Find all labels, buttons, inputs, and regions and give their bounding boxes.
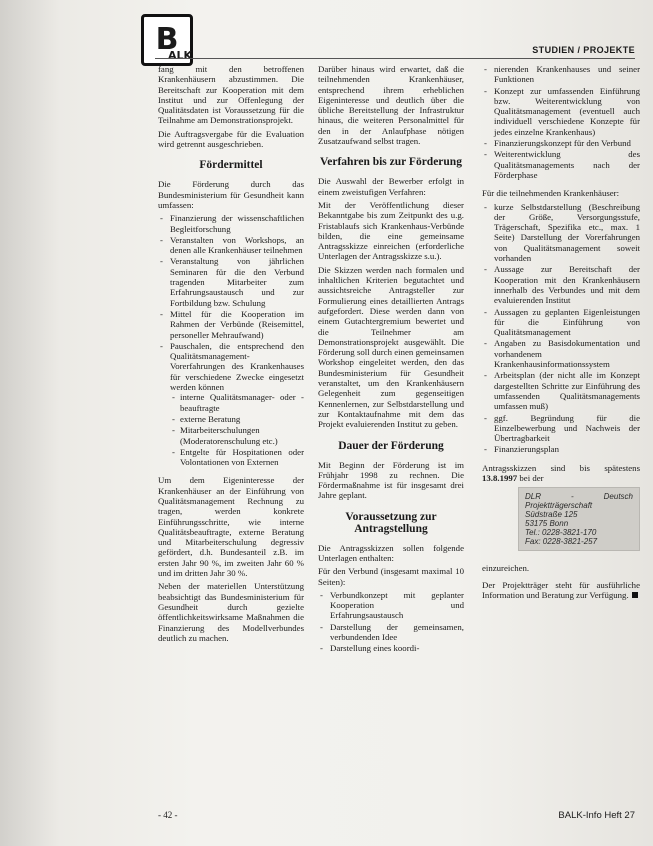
- col1-evaluation-note: Die Auftragsvergabe für die Evaluation wird getrennt ausgeschrieben.: [158, 128, 304, 150]
- col3-hospitals-intro: Für die teilnehmenden Krankenhäuser:: [482, 188, 620, 199]
- heading-dauer: Dauer der Förderung: [338, 439, 444, 452]
- deadline-date: 13.8.1997: [482, 472, 518, 483]
- column-3: [482, 64, 640, 603]
- verbund-item: - nierenden Krankenhauses und seiner Funktionen: [482, 64, 640, 85]
- funding-subitem: - Mitarbeiterschulungen (Moderatorenschulung etc.): [170, 425, 304, 446]
- funding-item-text: Pauschalen, die entsprechend den Qualitätsmanagement-Vorerfahrungen des Krankenhauses für verschiedene Zwecke eingesetzt werden können: [170, 340, 304, 393]
- logo-sub: ALK: [167, 49, 192, 62]
- col1-funding-intro: Die Förderung durch das Bundesministerium für Gesundheit kann umfassen:: [158, 179, 304, 210]
- verbund-item: - Verbundkonzept mit geplanter Kooperation und Erfahrungsaustausch: [318, 590, 464, 621]
- verbund-item: - Darstellung der gemeinsamen, verbundenden Idee: [318, 622, 464, 643]
- heading-foerdermittel: Fördermittel: [199, 159, 263, 172]
- col2-selection: Die Auswahl der Bewerber erfolgt in einem zweistufigen Verfahren:: [318, 176, 464, 197]
- contact-text: Der Projektträger steht für ausführliche Information und Beratung zur Verfügung.: [482, 579, 640, 600]
- col1-intro: fang mit den betroffenen Krankenhäusern abzustimmen. Die Bereitschaft zur Kooperation mit dem Institut und zur Offenlegung der Qualitätsdaten ist Voraussetzung für die Teilnahme am Demonstrationsprojekt.: [158, 64, 304, 126]
- col3-contact: [482, 580, 640, 601]
- col2-publication: Mit der Veröffentlichung dieser Bekanntgabe bis zum Zeitpunkt des u.g. Fristablaufs sich Krankenhaus-Verbünde bilden, die eine gemeinsame Antragsskizze einreichen (erforderliche Unterlagen der Antragsskizze s.u.).: [318, 199, 464, 262]
- col2-verbund: Für den Verbund (insgesamt maximal 10 Seiten):: [318, 566, 464, 587]
- hospital-item: - Aussagen zu geplanten Eigenleistungen für die Einführung von Qualitätsmanagement: [482, 307, 640, 338]
- deadline-suffix: bei der: [519, 472, 544, 483]
- funding-list: [158, 213, 304, 467]
- hospital-item: - Arbeitsplan (der nicht alle im Konzept dargestellten Schritte zur Einführung des umfassenden Qualitätsmanagements umfassen muß): [482, 370, 640, 411]
- heading-voraussetzung: Voraussetzung zur Antragstellung: [345, 510, 437, 535]
- hospital-item: - Aussage zur Bereitschaft der Kooperation mit den Krankenhäusern innerhalb des Verbundes und mit dem evaluierenden Institut: [482, 264, 640, 305]
- hospital-item: - Finanzierungsplan: [482, 444, 640, 454]
- binding-shadow: [0, 0, 60, 846]
- verbund-item: - Weiterentwicklung des Qualitätsmanagements nach der Förderphase: [482, 149, 640, 180]
- address-box: [518, 487, 640, 551]
- col3-deadline-text: [482, 463, 640, 484]
- funding-item: - Veranstaltung von jährlichen Seminaren für die den Verbund tragenden Mitarbeiter zum Erfahrungsaustausch und zur Fortbildung bzw. Schulung: [158, 256, 304, 307]
- col1-support: Neben der materiellen Unterstützung beabsichtigt das Bundesministerium für Gesundheit durch gezielte öffentlichkeitswirksame Maßnahmen die Finanzierung des Modellverbundes deutlich zu machen.: [158, 581, 304, 643]
- col2-duration: Mit Beginn der Förderung ist im Frühjahr 1998 zu rechnen. Die Fördermaßnahme ist für insgesamt drei Jahre geplant.: [318, 459, 464, 501]
- hospital-item: - kurze Selbstdarstellung (Beschreibung der Größe, Versorgungsstufe, Trägerschaft, Spezifika etc., max. 1 Seite) Darstellung der Vorerfahrungen von Qualitätsmanagement soweit vorhanden: [482, 202, 640, 264]
- hospital-list: [482, 202, 640, 455]
- col3-submit: einzureichen.: [482, 563, 530, 574]
- col2-documents: Die Antragsskizzen sollen folgende Unterlagen enthalten:: [318, 542, 464, 563]
- address-line: Fax: 0228-3821-257: [525, 537, 598, 547]
- funding-subitem: - externe Beratung: [170, 414, 304, 424]
- funding-item: - Mittel für die Kooperation im Rahmen der Verbünde (Reisemittel, personeller Mehraufwand): [158, 309, 304, 340]
- verbund-list-continued: [482, 64, 640, 180]
- column-2: [318, 64, 464, 657]
- verbund-item: - Konzept zur umfassenden Einführung bzw. Weiterentwicklung von Qualitätsmanagement (eventuell auch individuell verschiedene Konzepte für jedes einzelne Krankenhaus): [482, 86, 640, 137]
- funding-sublist: [170, 392, 304, 467]
- end-mark: [632, 592, 638, 598]
- address-line: Tel.: 0228-3821-170: [525, 528, 597, 538]
- verbund-item: - Finanzierungskonzept für den Verbund: [482, 138, 640, 148]
- verbund-list: [318, 590, 464, 654]
- funding-item: [158, 341, 304, 468]
- logo-letter: B: [155, 22, 179, 57]
- funding-item: - Finanzierung der wissenschaftlichen Begleitforschung: [158, 213, 304, 234]
- funding-subitem: - interne Qualitätsmanager- oder -beauftragte: [170, 392, 304, 413]
- funding-subitem: - Entgelte für Hospitationen oder Volontationen von Externen: [170, 447, 304, 468]
- hospital-item: - ggf. Begründung für die Einzelbewerbung und Nachweis der Übertragbarkeit: [482, 413, 640, 444]
- column-1: [158, 64, 304, 646]
- col2-review: Die Skizzen werden nach formalen und inhaltlichen Kriterien begutachtet und aussichtsreiche Antragsteller zur Formulierung eines detaillierten Antrags aufgefordert. Diese werden dann von einem Gutachtergremium bewertet und die Teilnehmer am Demonstrationsprojekt ausgewählt. Die Förderung soll durch einen gemeinsamen Workshop eingeleitet werden, den das Bundesministerium für Gesundheit veranstaltet, um den Krankenhäusern Gelegenheit zum gegenseitigen Kennenlernen, zur Selbstdarstellung und zur Kontaktaufnahme mit dem das Projekt evaluierenden Institut zu geben.: [318, 264, 464, 430]
- address-line: Südstraße 125: [525, 510, 578, 520]
- section-label: STUDIEN / PROJEKTE: [532, 45, 635, 55]
- col2-intro: Darüber hinaus wird erwartet, daß die teilnehmenden Krankenhäuser, entsprechend ihrem erheblichen Eigeninteresse und deutlich über die übliche Bereitstellung der Infrastruktur hinaus, die weiteren Personalmittel für den in der Anlaufphase nötigen Zusatzaufwand selbst tragen.: [318, 64, 464, 147]
- verbund-item: - Darstellung eines koordi-: [318, 643, 464, 653]
- page-number: - 42 -: [158, 810, 178, 820]
- deadline-prefix: Antragsskizzen sind bis spätestens: [482, 462, 640, 473]
- hospital-item: - Angaben zu Basisdokumentation und vorhandenem Krankenhausinformationssystem: [482, 338, 640, 369]
- funding-item: - Veranstalten von Workshops, an denen alle Krankenhäuser teilnehmen: [158, 235, 304, 256]
- address-line: 53175 Bonn: [525, 519, 569, 529]
- address-line: DLR - Deutsch Projektträgerschaft: [525, 492, 633, 511]
- header-rule: [155, 58, 635, 59]
- col1-degressive: Um dem Eigeninteresse der Krankenhäuser an der Einführung von Qualitätsmanagement Rechnung zu tragen, werden konkrete Einführungsschritte, wie interne Qualitätsbeauftragte, externe Beratung und Mitarbeiterschulung degressiv gefördert, d.h. Bundesanteil z.B. im ersten Jahr 90 %, im zweiten Jahr 60 % und im dritten Jahr 30 %.: [158, 475, 304, 579]
- heading-verfahren: Verfahren bis zur Förderung: [320, 156, 462, 169]
- issue-label: BALK-Info Heft 27: [558, 810, 635, 821]
